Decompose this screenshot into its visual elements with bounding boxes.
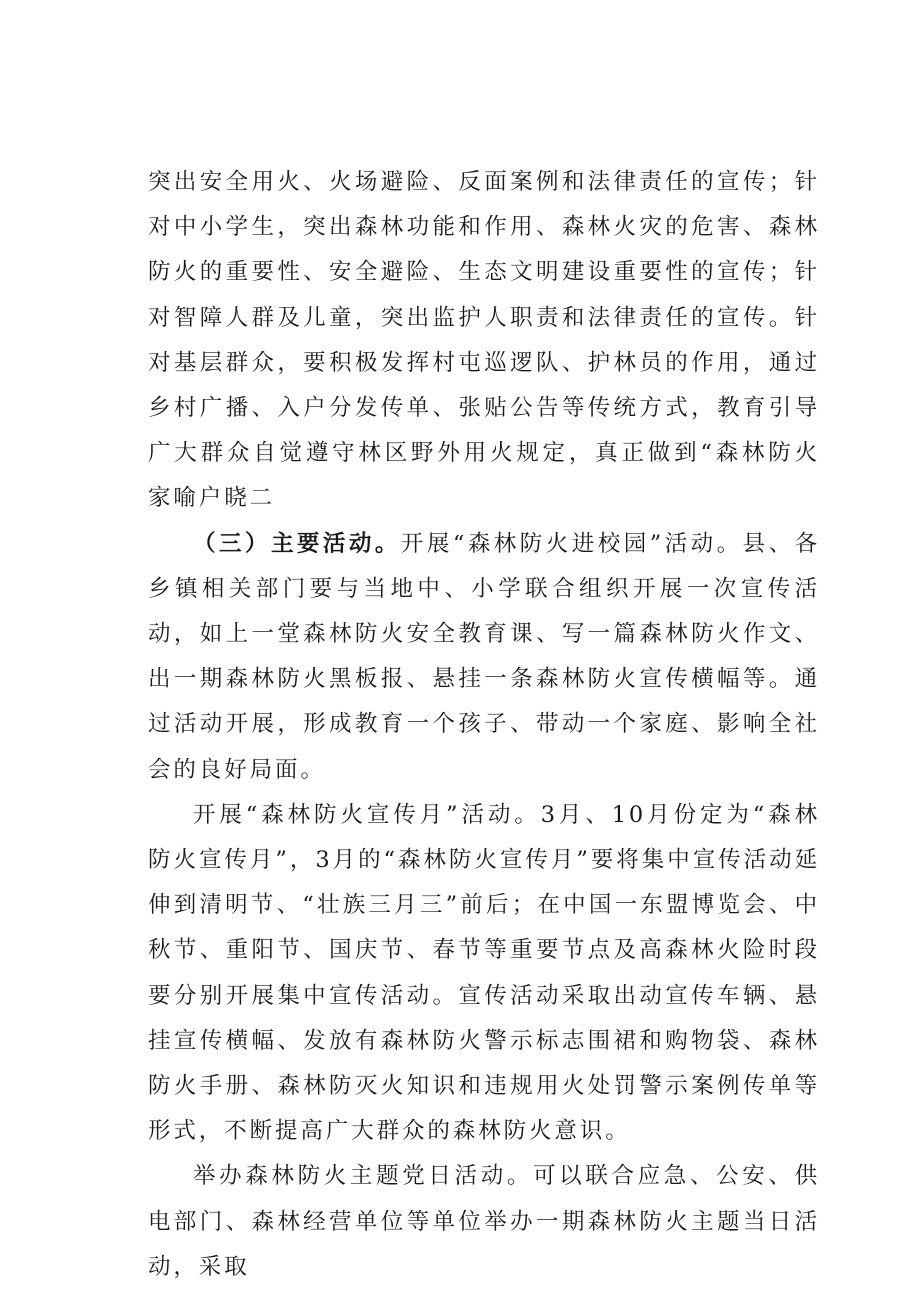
section-heading-main-activities: （三）主要活动。 [193,530,401,557]
paragraph-text: 举办森林防火主题党日活动。可以联合应急、公安、供电部门、森林经营单位等单位举办一期森林防火主题当日活动，采取 [148,1163,820,1280]
paragraph-text: 开展“森林防火进校园”活动。县、各乡镇相关部门要与当地中、小学联合组织开展一次宣传活动，如上一堂森林防火安全教育课、写一篇森林防火作文、出一期森林防火黑板报、悬挂一条森林防火宣传横幅等。通过活动开展，形成教育一个孩子、带动一个家庭、影响全社会的良好局面。 [148,530,821,783]
paragraph-text: 开展“森林防火宣传月”活动。3月、10月份定为“森林防火宣传月”，3月的“森林防火宣传月”要将集中宣传活动延伸到清明节、“壮族三月三”前后；在中国一东盟博览会、中秋节、重阳节、国庆节、春节等重要节点及高森林火险时段要分别开展集中宣传活动。宣传活动采取出动宣传车辆、悬挂宣传横幅、发放有森林防火警示标志围裙和购物袋、森林防火手册、森林防灭火知识和违规用火处罚警示案例传单等形式，不断提高广大群众的森林防火意识。 [148,801,820,1145]
paragraph-text: 突出安全用火、火场避险、反面案例和法律责任的宣传；针对中小学生，突出森林功能和作用、森林火灾的危害、森林防火的重要性、安全避险、生态文明建设重要性的宣传；针对智障人群及儿童，突出监护人职责和法律责任的宣传。针对基层群众，要积极发挥村屯巡逻队、护林员的作用，通过乡村广播、入户分发传单、张贴公告等传统方式，教育引导广大群众自觉遵守林区野外用火规定，真正做到“森林防火家喻户晓二 [148,169,820,512]
paragraph-party-day [148,1154,820,1290]
document-body [148,160,820,1290]
paragraph-main-activities [148,522,820,793]
paragraph-propaganda-month [148,793,820,1155]
paragraph-propaganda-targets [148,160,820,522]
